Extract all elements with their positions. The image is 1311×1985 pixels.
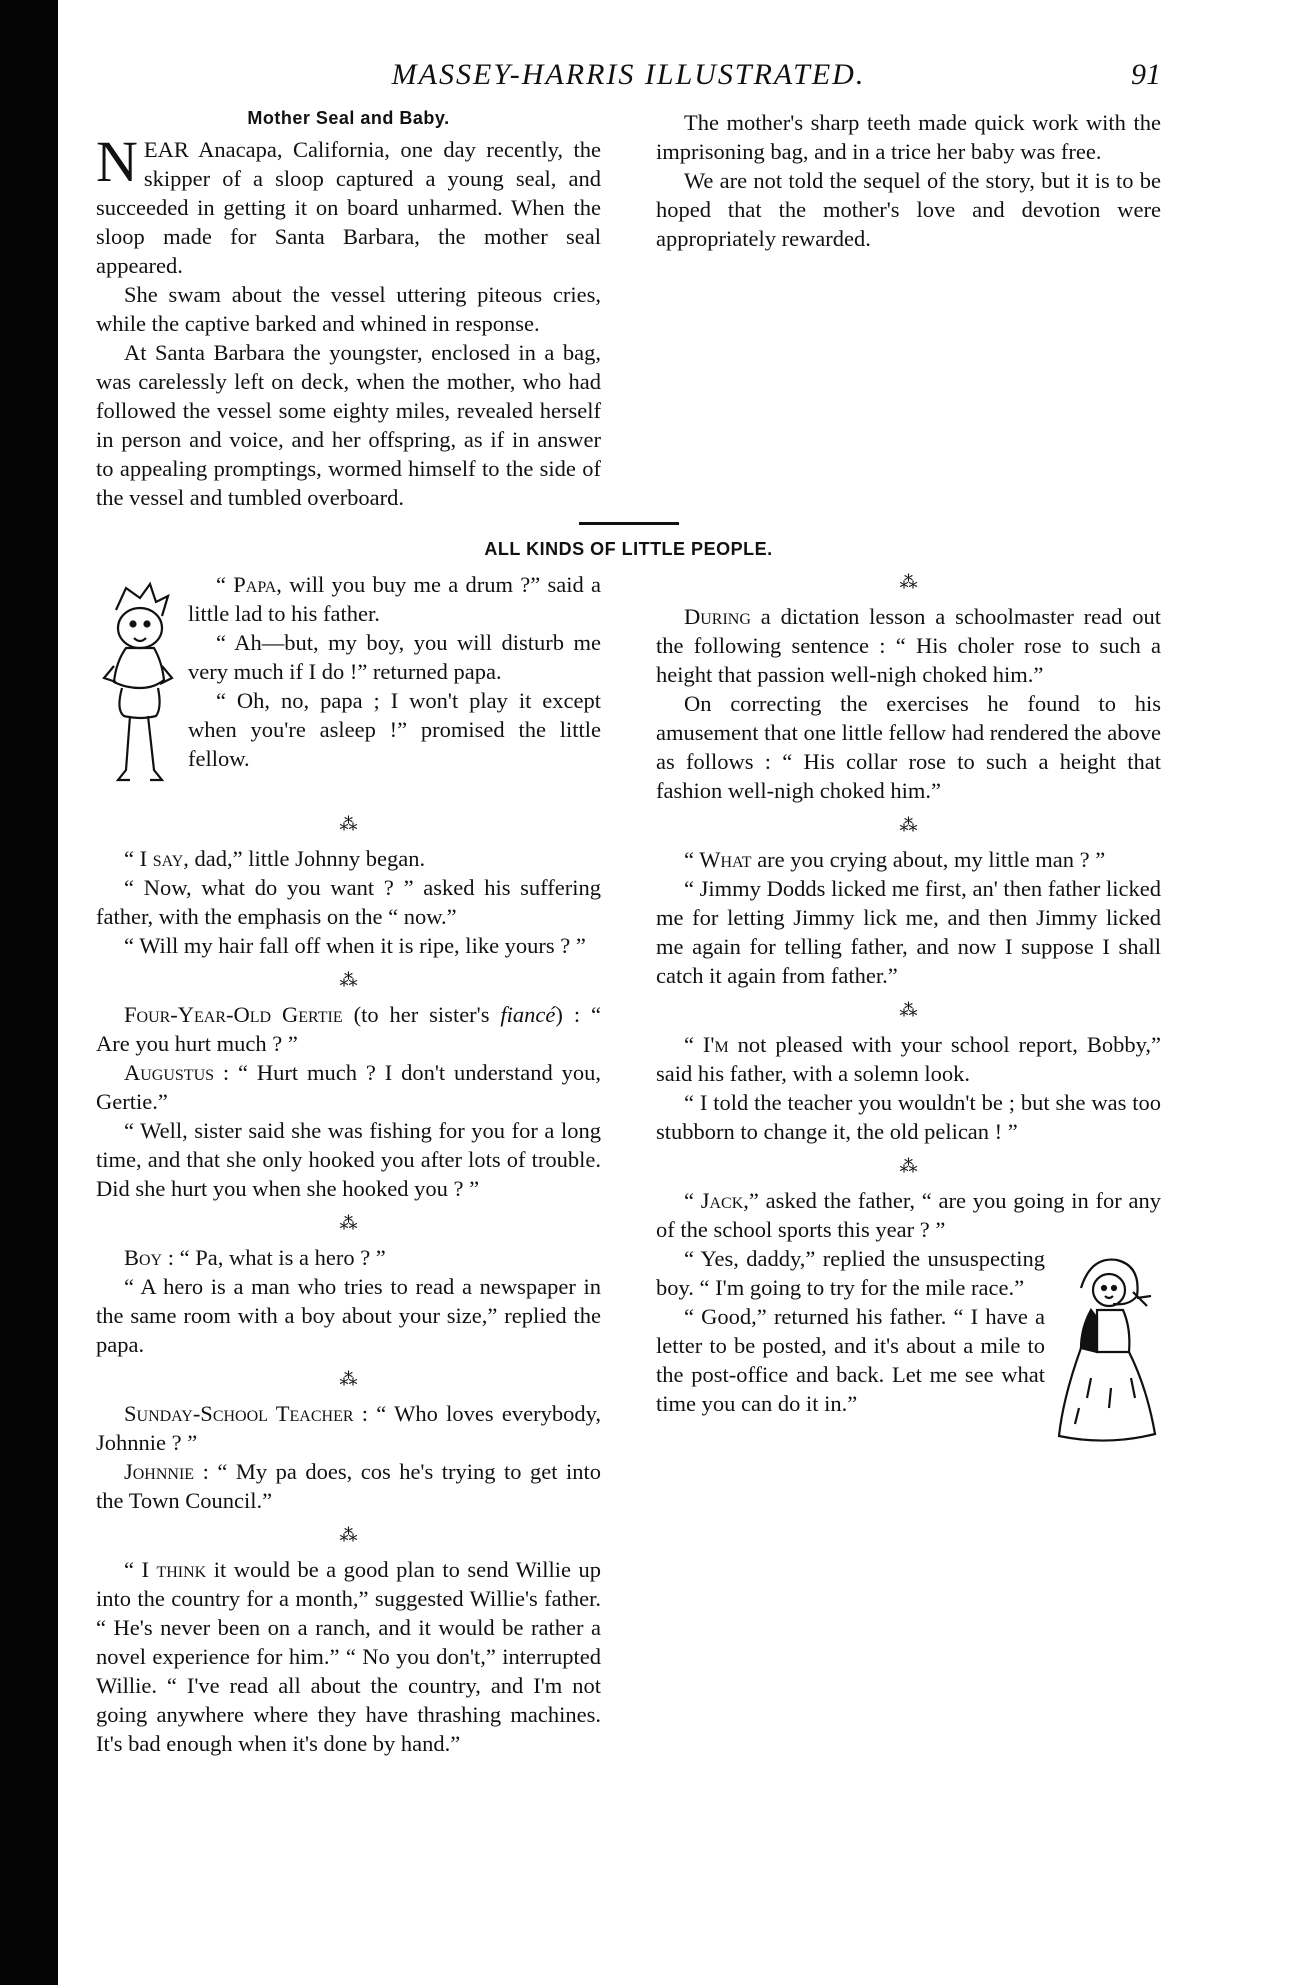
jack-paragraph-1: “ Jack,” asked the father, “ are you going in for any of the school sports this year ? ” (656, 1188, 1161, 1242)
seal-paragraph-5: We are not told the sequel of the story, but it is to be hoped that the mother's love and devotion were appropriately rewarded. (656, 168, 1161, 251)
seal-paragraph-3: At Santa Barbara the youngster, enclosed in a bag, was carelessly left on deck, when the mother, who had followed the vessel some eighty miles, revealed herself in person and voice, and her offspring, as if in answer to appealing promptings, wormed himself to the side of the vessel and tumbled overboard. (96, 340, 601, 510)
dictation-paragraph-2: On correcting the exercises he found to his amusement that one little fellow had rendered the above as follows : “ His collar rose to such a height that fashion well-nigh choked him.” (656, 691, 1161, 803)
separator-stars: ⁂ (339, 1369, 358, 1389)
johnny-paragraph-3: “ Will my hair fall off when it is ripe, like yours ? ” (124, 933, 586, 958)
seal-paragraph-1: NEAR Anacapa, California, one day recently, the skipper of a sloop captured a young seal, and succeeded in getting it on board unharmed. When the sloop made for Santa Barbara, the mother seal appeared. (96, 129, 601, 278)
little-people-column-left (96, 570, 601, 1758)
little-people-column-right (656, 570, 1161, 1758)
jack-paragraph-2: “ Yes, daddy,” replied the unsuspecting boy. “ I'm going to try for the mile race.” (656, 1246, 1045, 1300)
separator-stars: ⁂ (339, 1213, 358, 1233)
boy-illustration-icon (96, 570, 182, 800)
drop-cap: N (96, 129, 138, 194)
section-rule (579, 522, 679, 525)
seal-column-left (96, 108, 601, 512)
seal-column-right (656, 108, 1161, 512)
separator-stars: ⁂ (899, 1156, 918, 1176)
willie-paragraph-1: “ I think it would be a good plan to send Willie up into the country for a month,” suggested Willie's father. “ He's never been on a ranch, and it would be rather a novel experience for him.” “ No you don't,” interrupted Willie. “ I've read all about the country, and I'm not going anywhere where they have thrashing machines. It's bad enough when it's done by hand.” (96, 1557, 601, 1756)
binding-edge (0, 0, 58, 1985)
johnny-paragraph-1: “ I say, dad,” little Johnny began. (124, 846, 426, 871)
report-paragraph-2: “ I told the teacher you wouldn't be ; but she was too stubborn to change it, the old pelican ! ” (656, 1090, 1161, 1144)
gertie-paragraph-2: Augustus : “ Hurt much ? I don't understand you, Gertie.” (96, 1060, 601, 1114)
running-header (96, 48, 1161, 108)
seal-paragraph-4: The mother's sharp teeth made quick work with the imprisoning bag, and in a trice her baby was free. (656, 110, 1161, 164)
seal-paragraph-2: She swam about the vessel uttering piteous cries, while the captive barked and whined in response. (96, 282, 601, 336)
separator-stars: ⁂ (899, 815, 918, 835)
seal-title: Mother Seal and Baby. (247, 108, 450, 128)
section-title: ALL KINDS OF LITTLE PEOPLE. (484, 539, 773, 559)
publication-title: MASSEY-HARRIS ILLUSTRATED. (391, 58, 866, 91)
page-number: 91 (1131, 58, 1161, 91)
drum-paragraph-1: “ Papa, will you buy me a drum ?” said a little lad to his father. (188, 572, 601, 626)
hero-paragraph-1: Boy : “ Pa, what is a hero ? ” (124, 1245, 386, 1270)
jack-paragraph-3: “ Good,” returned his father. “ I have a letter to be posted, and it's about a mile to the post-office and back. Let me see what time you can do it in.” (656, 1304, 1045, 1416)
drum-paragraph-2: “ Ah—but, my boy, you will disturb me very much if I do !” returned papa. (188, 630, 601, 684)
seal-article (96, 108, 1161, 512)
sunday-paragraph-2: Johnnie : “ My pa does, cos he's trying to get into the Town Council.” (96, 1459, 601, 1513)
separator-stars: ⁂ (339, 970, 358, 990)
gertie-paragraph-1: Four-Year-Old Gertie (to her sister's fiancé) : “ Are you hurt much ? ” (96, 1002, 602, 1056)
sunday-paragraph-1: Sunday-School Teacher : “ Who loves everybody, Johnnie ? ” (96, 1401, 601, 1455)
hero-paragraph-2: “ A hero is a man who tries to read a newspaper in the same room with a boy about your size,” replied the papa. (96, 1274, 601, 1357)
drum-paragraph-3: “ Oh, no, papa ; I won't play it except when you're asleep !” promised the little fellow. (188, 688, 601, 771)
separator-stars: ⁂ (339, 1525, 358, 1545)
separator-stars: ⁂ (899, 1000, 918, 1020)
crying-paragraph-2: “ Jimmy Dodds licked me first, an' then father licked me for letting Jimmy lick me, and then Jimmy licked me again for telling father, and now I suppose I shall catch it again from father.” (656, 876, 1161, 988)
report-paragraph-1: “ I'm not pleased with your school report, Bobby,” said his father, with a solemn look. (656, 1032, 1161, 1086)
dictation-paragraph-1: During a dictation lesson a schoolmaster read out the following sentence : “ His choler rose to such a height that passion well-nigh choked him.” (656, 604, 1161, 687)
separator-stars: ⁂ (339, 814, 358, 834)
crying-paragraph-1: “ What are you crying about, my little man ? ” (684, 847, 1106, 872)
little-people-article (96, 570, 1161, 1758)
johnny-paragraph-2: “ Now, what do you want ? ” asked his suffering father, with the emphasis on the “ now.” (96, 875, 601, 929)
separator-stars: ⁂ (899, 572, 918, 592)
girl-illustration-icon (1051, 1248, 1161, 1448)
gertie-paragraph-3: “ Well, sister said she was fishing for you for a long time, and that she only hooked you after lots of trouble. Did she hurt you when she hooked you ? ” (96, 1118, 601, 1201)
page (96, 48, 1161, 1948)
